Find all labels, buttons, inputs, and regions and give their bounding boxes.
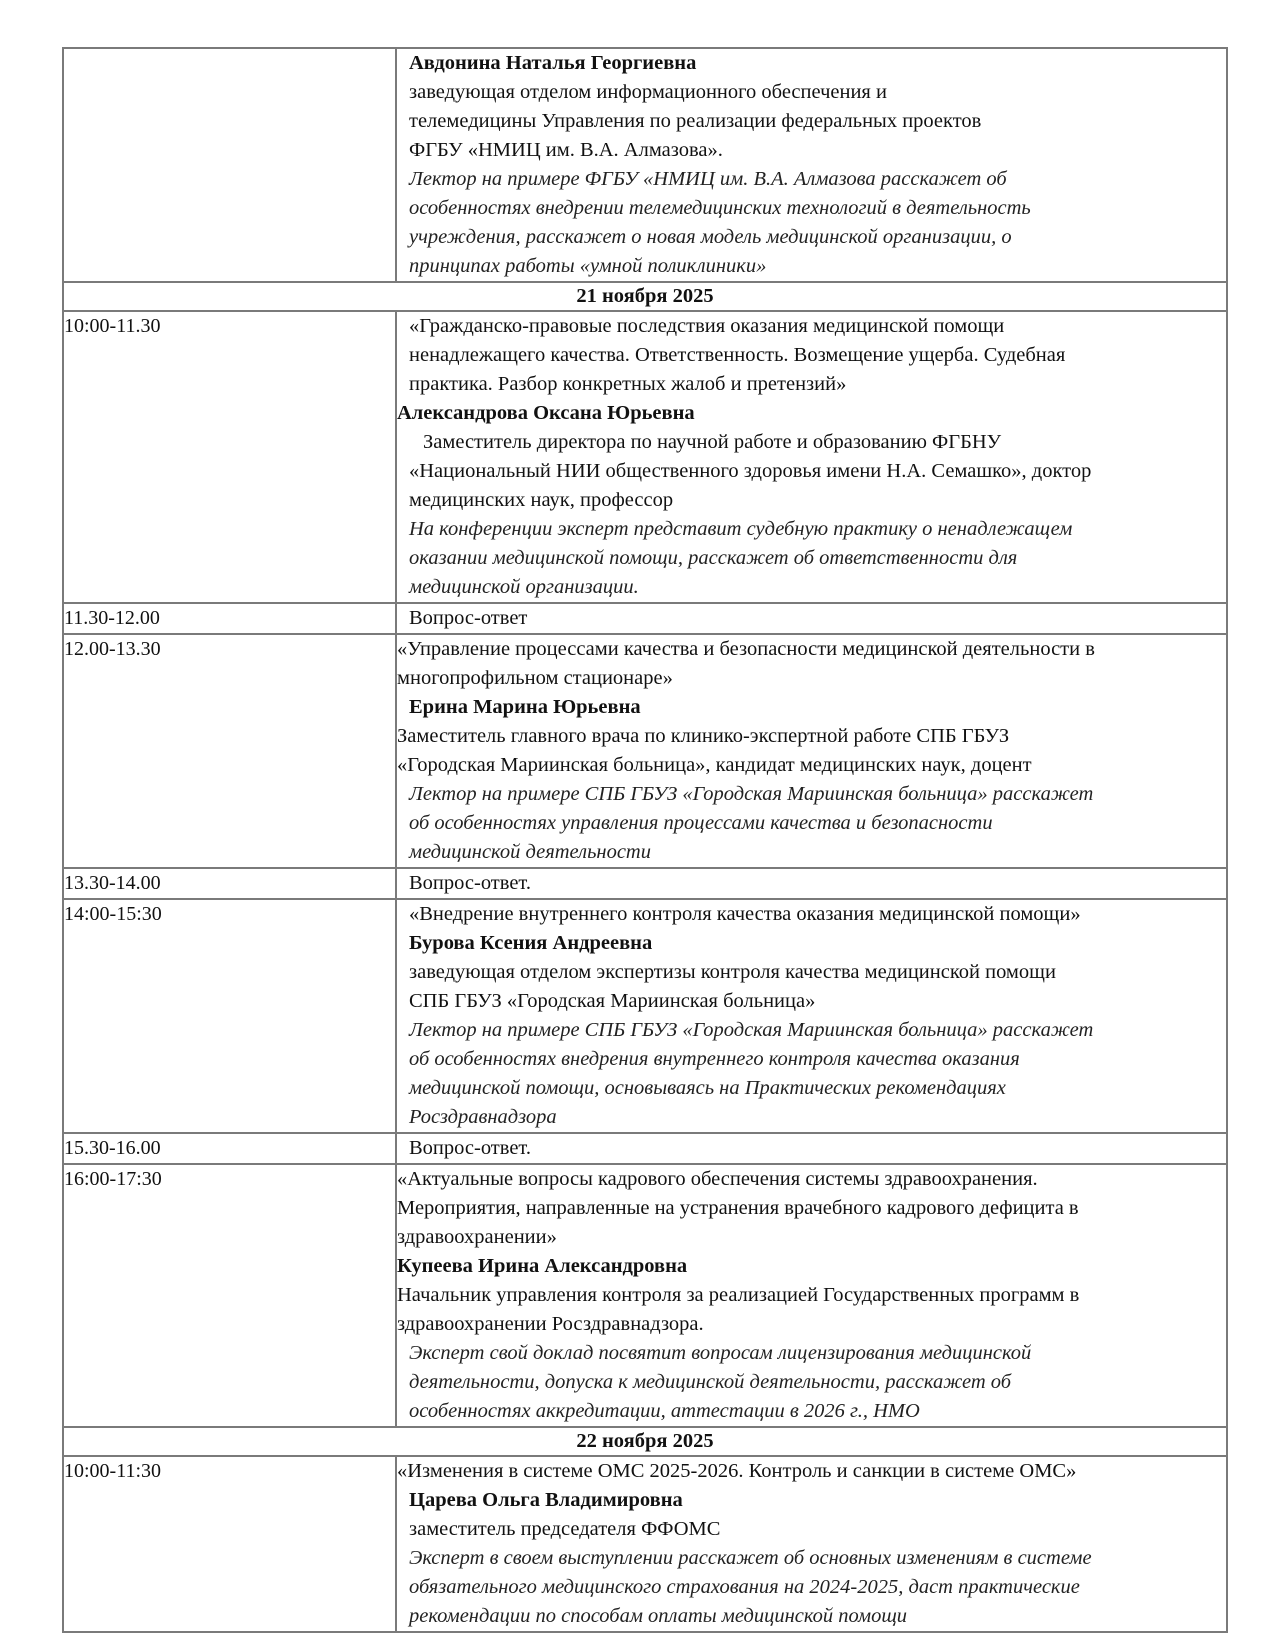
session-description: Росздравнадзора (409, 1106, 557, 1128)
qa-label: Вопрос-ответ. (409, 872, 531, 894)
session-description: рекомендации по способам оплаты медицинской помощи (409, 1605, 908, 1627)
speaker-position: здравоохранении Росздравнадзора. (397, 1313, 704, 1335)
time-cell: 12.00-13.30 (63, 634, 396, 868)
session-cell (396, 1164, 1227, 1427)
speaker-position: Начальник управления контроля за реализацией Государственных программ в (397, 1284, 1080, 1306)
table-row (63, 1164, 1227, 1427)
date-heading: 21 ноября 2025 (63, 282, 1227, 311)
qa-label: Вопрос-ответ. (409, 1137, 531, 1159)
session-topic: здравоохранении» (397, 1226, 557, 1248)
session-topic: «Управление процессами качества и безопасности медицинской деятельности в (397, 638, 1095, 660)
speaker-position: «Городская Мариинская больница», кандидат медицинских наук, доцент (397, 754, 1032, 776)
speaker-position: Заместитель директора по научной работе и образованию ФГБНУ (423, 431, 1002, 453)
session-topic: практика. Разбор конкретных жалоб и претензий» (409, 373, 847, 395)
speaker-position: ФГБУ «НМИЦ им. В.А. Алмазова». (409, 139, 723, 161)
session-description: Эксперт в своем выступлении расскажет об основных изменениям в системе (409, 1547, 1092, 1569)
speaker-name: Ерина Марина Юрьевна (409, 696, 641, 718)
table-row (63, 868, 1227, 899)
session-description: обязательного медицинского страхования на 2024-2025, даст практические (409, 1576, 1080, 1598)
session-description: медицинской деятельности (409, 841, 651, 863)
session-topic: «Внедрение внутреннего контроля качества оказания медицинской помощи» (409, 903, 1081, 925)
session-description: Лектор на примере ФГБУ «НМИЦ им. В.А. Алмазова расскажет об (409, 168, 1007, 190)
session-cell (396, 899, 1227, 1133)
session-cell (396, 1456, 1227, 1632)
session-description: об особенностях управления процессами качества и безопасности (409, 812, 993, 834)
session-topic: «Изменения в системе ОМС 2025-2026. Контроль и санкции в системе ОМС» (397, 1460, 1077, 1482)
speaker-name: Авдонина Наталья Георгиевна (409, 52, 697, 74)
session-description: медицинской помощи, основываясь на Практических рекомендациях (409, 1077, 1006, 1099)
session-cell (396, 603, 1227, 634)
table-row (63, 311, 1227, 603)
date-row (63, 282, 1227, 311)
session-description: особенностях внедрении телемедицинских технологий в деятельность (409, 197, 1031, 219)
table-row (63, 899, 1227, 1133)
session-cell (396, 868, 1227, 899)
time-cell: 10:00-11:30 (63, 1456, 396, 1632)
time-cell: 14:00-15:30 (63, 899, 396, 1133)
session-topic: «Гражданско-правовые последствия оказания медицинской помощи (409, 315, 1005, 337)
speaker-name: Царева Ольга Владимировна (409, 1489, 683, 1511)
qa-label: Вопрос-ответ (409, 607, 528, 629)
session-description: оказании медицинской помощи, расскажет об ответственности для (409, 547, 1018, 569)
table-row (63, 48, 1227, 282)
schedule-table (62, 47, 1228, 1633)
time-cell: 13.30-14.00 (63, 868, 396, 899)
speaker-name: Александрова Оксана Юрьевна (397, 402, 695, 424)
time-cell: 15.30-16.00 (63, 1133, 396, 1164)
date-heading: 22 ноября 2025 (63, 1427, 1227, 1456)
session-description: Лектор на примере СПБ ГБУЗ «Городская Мариинская больница» расскажет (409, 783, 1094, 805)
session-description: принципах работы «умной поликлиники» (409, 255, 767, 277)
session-description: Лектор на примере СПБ ГБУЗ «Городская Мариинская больница» расскажет (409, 1019, 1094, 1041)
speaker-name: Купеева Ирина Александровна (397, 1255, 688, 1277)
session-description: деятельности, допуска к медицинской деятельности, расскажет об (409, 1371, 1012, 1393)
time-cell: 11.30-12.00 (63, 603, 396, 634)
speaker-position: заместитель председателя ФФОМС (409, 1518, 721, 1540)
speaker-position: заведующая отделом информационного обеспечения и (409, 81, 887, 103)
table-row (63, 634, 1227, 868)
session-description: Эксперт свой доклад посвятит вопросам лицензирования медицинской (409, 1342, 1032, 1364)
session-topic: «Актуальные вопросы кадрового обеспечения системы здравоохранения. (397, 1168, 1038, 1190)
speaker-position: медицинских наук, профессор (409, 489, 674, 511)
session-cell (396, 634, 1227, 868)
time-cell (63, 48, 396, 282)
time-cell: 10:00-11.30 (63, 311, 396, 603)
date-row (63, 1427, 1227, 1456)
session-description: медицинской организации. (409, 576, 639, 598)
table-row (63, 1456, 1227, 1632)
speaker-position: «Национальный НИИ общественного здоровья имени Н.А. Семашко», доктор (409, 460, 1092, 482)
time-cell: 16:00-17:30 (63, 1164, 396, 1427)
speaker-position: Заместитель главного врача по клинико-экспертной работе СПБ ГБУЗ (397, 725, 1010, 747)
session-topic: многопрофильном стационаре» (397, 667, 673, 689)
speaker-position: заведующая отделом экспертизы контроля качества медицинской помощи (409, 961, 1056, 983)
speaker-name: Бурова Ксения Андреевна (409, 932, 653, 954)
session-topic: Мероприятия, направленные на устранения врачебного кадрового дефицита в (397, 1197, 1079, 1219)
session-description: особенностях аккредитации, аттестации в 2026 г., НМО (409, 1400, 920, 1422)
speaker-position: СПБ ГБУЗ «Городская Мариинская больница» (409, 990, 816, 1012)
session-description: На конференции эксперт представит судебную практику о ненадлежащем (409, 518, 1073, 540)
session-description: учреждения, расскажет о новая модель медицинской организации, о (409, 226, 1012, 248)
session-description: об особенностях внедрения внутреннего контроля качества оказания (409, 1048, 1020, 1070)
session-cell (396, 1133, 1227, 1164)
session-topic: ненадлежащего качества. Ответственность. Возмещение ущерба. Судебная (409, 344, 1066, 366)
table-row (63, 1133, 1227, 1164)
speaker-position: телемедицины Управления по реализации федеральных проектов (409, 110, 982, 132)
table-row (63, 603, 1227, 634)
session-cell (396, 311, 1227, 603)
session-cell (396, 48, 1227, 282)
